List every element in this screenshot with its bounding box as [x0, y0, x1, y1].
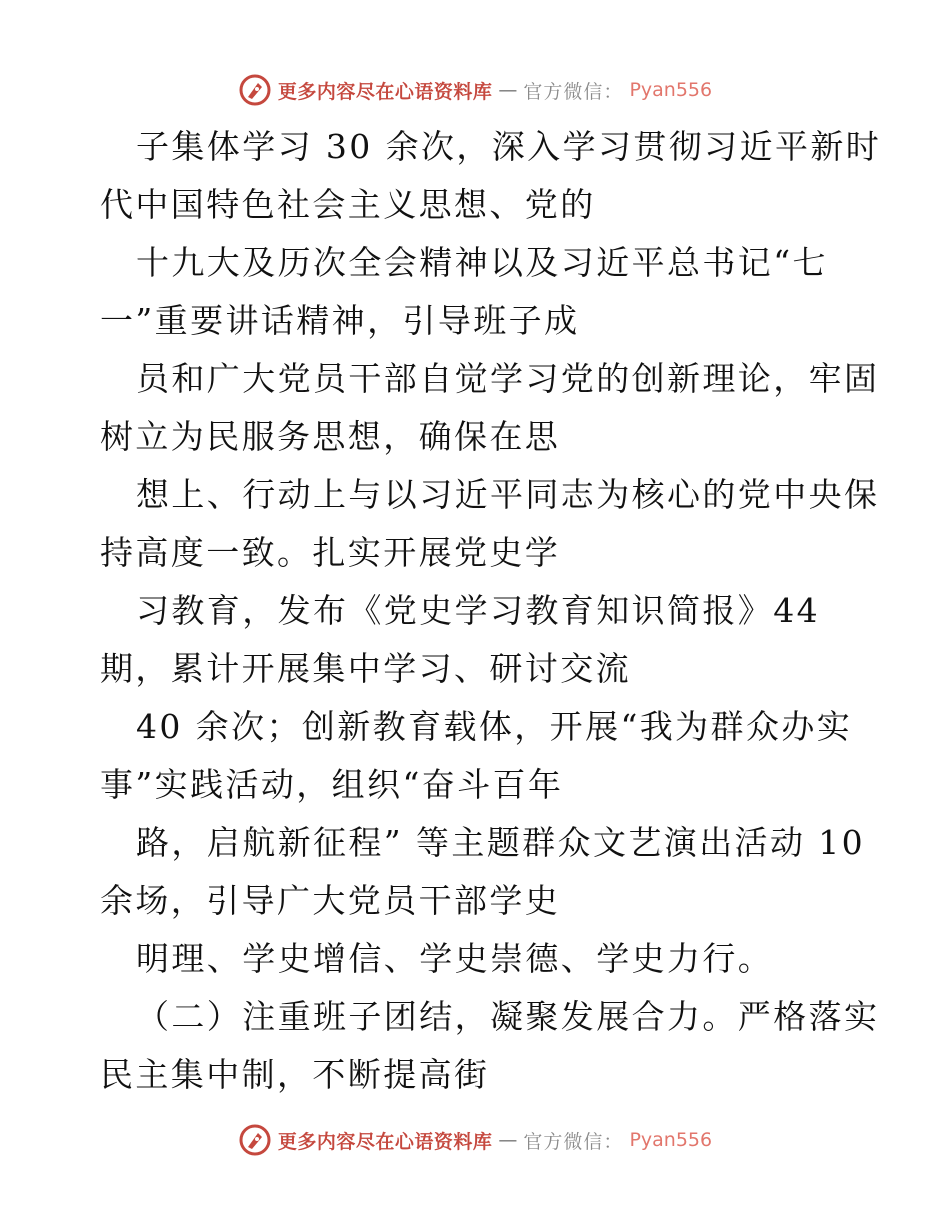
- text-line: 代中国特色社会主义思想、党的: [100, 185, 596, 224]
- text-line: 事”实践活动，组织“奋斗百年: [100, 765, 564, 804]
- watermark-official-text: 官方微信：: [523, 80, 624, 103]
- text-line: 十九大及历次全会精神以及习近平总书记“七: [136, 243, 828, 282]
- text-line: 树立为民服务思想，确保在思: [100, 417, 561, 456]
- header-watermark: [0, 70, 950, 110]
- watermark-brand-text: 更多内容尽在心语资料库: [277, 80, 493, 103]
- text-line: 余场，引导广大党员干部学史: [100, 881, 561, 920]
- watermark-separator: —: [498, 1129, 518, 1151]
- watermark-official-text: 官方微信：: [523, 1130, 624, 1153]
- text-line: 员和广大党员干部自觉学习党的创新理论，牢固: [136, 359, 880, 398]
- text-line: 40 余次；创新教育载体，开展“我为群众办实: [136, 707, 853, 746]
- pen-nib-logo-icon: [238, 1123, 272, 1157]
- text-line: 路，启航新征程” 等主题群众文艺演出活动 10: [136, 823, 866, 862]
- watermark-separator: —: [498, 79, 518, 101]
- text-line: 民主集中制，不断提高街: [100, 1055, 490, 1094]
- watermark-brand-text: 更多内容尽在心语资料库: [277, 1130, 493, 1153]
- footer-watermark: [0, 1120, 950, 1160]
- document-body: [0, 118, 950, 1104]
- watermark-wechat-id: Pyan556: [629, 1129, 713, 1151]
- text-line: 持高度一致。扎实开展党史学: [100, 533, 561, 572]
- text-line: 明理、学史增信、学史崇德、学史力行。: [136, 939, 774, 978]
- text-line: 一”重要讲话精神，引导班子成: [100, 301, 580, 340]
- text-line: 想上、行动上与以习近平同志为核心的党中央保: [136, 475, 880, 514]
- watermark-wechat-id: Pyan556: [629, 79, 713, 101]
- text-line: 子集体学习 30 余次，深入学习贯彻习近平新时: [136, 127, 882, 166]
- text-line: 习教育，发布《党史学习教育知识简报》44: [136, 591, 820, 630]
- text-line: 期，累计开展集中学习、研讨交流: [100, 649, 631, 688]
- section-heading-line: （二）注重班子团结，凝聚发展合力。严格落实: [136, 997, 880, 1036]
- pen-nib-logo-icon: [238, 73, 272, 107]
